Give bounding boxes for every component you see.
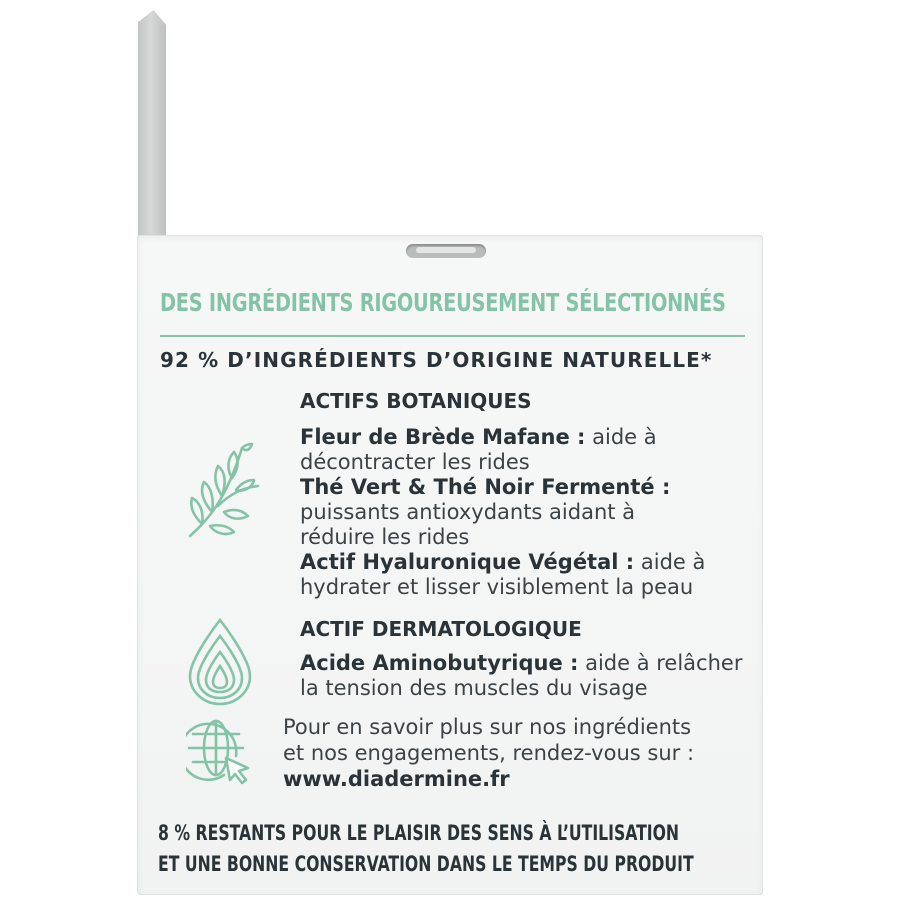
box-tab-slot (406, 244, 486, 258)
ingredient-name: Fleur de Brède Mafane : (300, 425, 586, 449)
ingredient-name: Acide Aminobutyrique : (300, 651, 579, 675)
info-line-2: et nos engagements, rendez-vous sur : (283, 741, 695, 765)
botanical-item-2 (300, 475, 670, 550)
water-drop-icon (186, 618, 254, 706)
box-top-flap (138, 10, 166, 255)
botanical-title: ACTIFS BOTANIQUES (300, 389, 532, 413)
ingredient-name: Thé Vert & Thé Noir Fermenté : (300, 475, 671, 499)
info-line-1: Pour en savoir plus sur nos ingrédients (283, 715, 692, 739)
section-heading: DES INGRÉDIENTS RIGOUREUSEMENT SÉLECTIONNÉS (160, 288, 726, 317)
ingredient-desc: puissants antioxydants aidant à (300, 500, 636, 524)
heading-divider (160, 335, 745, 337)
globe-cursor-icon (186, 718, 254, 786)
ingredient-desc: aide à relâcher (578, 651, 743, 675)
botanical-item-1 (300, 425, 657, 475)
ingredient-desc: aide à (585, 425, 657, 449)
dermatological-title: ACTIF DERMATOLOGIQUE (300, 617, 582, 641)
ingredient-desc: aide à (634, 550, 706, 574)
ingredient-desc: hydrater et lisser visiblement la peau (300, 575, 694, 599)
ingredient-desc: décontracter les rides (300, 450, 530, 474)
natural-origin-claim: 92 % D’INGRÉDIENTS D’ORIGINE NATURELLE* (160, 348, 713, 372)
footer-line-2: ET UNE BONNE CONSERVATION DANS LE TEMPS DU PRODUIT (158, 852, 694, 876)
ingredient-desc: la tension des muscles du visage (300, 676, 648, 700)
footer-note (158, 818, 694, 880)
leaf-branch-icon (182, 440, 262, 540)
info-text (283, 714, 694, 792)
footer-line-1: 8 % RESTANTS POUR LE PLAISIR DES SENS À L’UTILISATION (158, 821, 680, 845)
botanical-item-3 (300, 550, 705, 600)
website-link[interactable]: www.diadermine.fr (283, 767, 510, 791)
dermatological-item-1 (300, 651, 742, 701)
ingredient-desc: réduire les rides (300, 525, 470, 549)
ingredient-name: Actif Hyaluronique Végétal : (300, 550, 635, 574)
